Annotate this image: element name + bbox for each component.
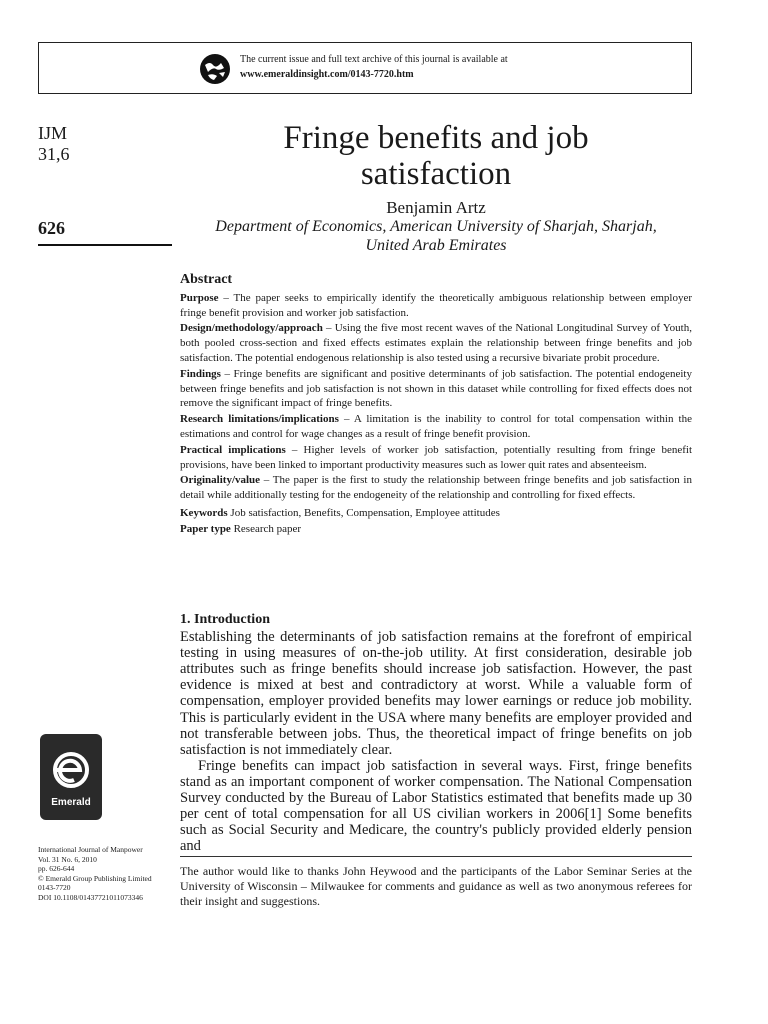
journal-volume-label bbox=[38, 123, 70, 165]
page-number-rule bbox=[38, 244, 172, 246]
keywords-text: Job satisfaction, Benefits, Compensation, Employee attitudes bbox=[227, 506, 500, 519]
abstract-label: Originality/value bbox=[180, 474, 261, 487]
abstract-label: Practical implications bbox=[180, 443, 286, 456]
citation-pages: pp. 626-644 bbox=[38, 864, 75, 874]
abstract-text: – The paper seeks to empirically identify the theoretically ambiguous relationship between employer fringe benefit provision and worker job satisfaction. bbox=[180, 291, 692, 319]
keywords-label: Keywords bbox=[180, 506, 228, 519]
citation-volume: Vol. 31 No. 6, 2010 bbox=[38, 854, 97, 864]
section-heading: 1. Introduction bbox=[180, 612, 270, 627]
citation-issn: 0143-7720 bbox=[38, 883, 71, 893]
journal-code: IJM bbox=[38, 123, 68, 143]
abstract-label: Purpose bbox=[180, 291, 219, 304]
abstract-text: – Fringe benefits are significant and positive determinants of job satisfaction. The potential endogeneity between fringe benefits and job satisfaction is not shown in this dataset while controlling for fixed effects does not remove the significant impact of fringe benefits. bbox=[180, 367, 692, 410]
abstract-design bbox=[180, 321, 692, 365]
citation-doi: DOI 10.1108/01437721011073346 bbox=[38, 892, 143, 902]
abstract-findings bbox=[180, 367, 692, 411]
logo-wordmark: Emerald bbox=[51, 797, 91, 808]
paper-type-label: Paper type bbox=[180, 522, 231, 535]
volume-issue: 31,6 bbox=[38, 144, 70, 164]
title-line: Fringe benefits and job bbox=[283, 120, 589, 156]
footnote-rule bbox=[180, 856, 692, 857]
title-line: satisfaction bbox=[360, 156, 512, 192]
paper-type bbox=[180, 522, 692, 537]
abstract-text: – The paper is the first to study the relationship between fringe benefits and job satisfaction in detail while additionally testing for the endogeneity of the relationship and controlling for fixed effects. bbox=[180, 474, 692, 502]
affiliation-line: Department of Economics, American University of Sharjah, Sharjah, bbox=[215, 218, 657, 235]
page-number: 626 bbox=[38, 218, 65, 238]
abstract-text: – Using the five most recent waves of the National Longitudinal Survey of Youth, both pooled cross-section and fixed effects estimates explain the relationship between fringe benefits and job satisfaction. The potential endogenous relationship is also tested using a recursive bivariate probit procedure. bbox=[180, 322, 692, 364]
article-title bbox=[180, 120, 692, 192]
abstract-label: Findings bbox=[180, 367, 221, 380]
abstract-limitations bbox=[180, 412, 692, 442]
abstract-purpose bbox=[180, 291, 692, 321]
citation-block bbox=[38, 845, 152, 903]
abstract-label: Design/methodology/approach bbox=[180, 322, 323, 335]
body-paragraph: Fringe benefits can impact job satisfaction in several ways. First, fringe benefits stand as an important component of worker compensation. The National Compensation Survey conducted by the Bureau of Labor Statistics estimated that benefits made up 30 per cent of total compensation for all US civilian workers in 2006[1] Some benefits such as Social Security and Medicare, the country's publicly provided elderly pension and bbox=[180, 757, 692, 855]
abstract-originality bbox=[180, 473, 692, 503]
affiliation-line: United Arab Emirates bbox=[365, 237, 507, 254]
introduction-section bbox=[180, 612, 692, 854]
keywords bbox=[180, 506, 692, 521]
abstract-section bbox=[180, 273, 692, 538]
citation-journal: International Journal of Manpower bbox=[38, 845, 143, 854]
abstract-label: Research limitations/implications bbox=[180, 413, 339, 426]
abstract-text: – Higher levels of worker job satisfaction, potentially resulting from fringe benefit provisions, have been linked to important productivity measures such as lower quit rates and absenteeism. bbox=[180, 443, 692, 471]
abstract-heading: Abstract bbox=[180, 272, 233, 287]
body-paragraph: Establishing the determinants of job satisfaction remains at the forefront of empirical testing in using measures of on-the-job utility. At first consideration, desirable job attributes such as fringe benefits should increase job satisfaction. However, the past evidence is mixed at best and contradictory at worst. While a valuable form of compensation, employer provided benefits may lower earnings or reduce job mobility. This is particularly evident in the USA where many benefits are employer provided and not transferable between jobs. Thus, the theoretical impact of fringe benefits on job satisfaction is not immediately clear. bbox=[180, 629, 692, 758]
paper-type-text: Research paper bbox=[230, 522, 302, 535]
abstract-practical bbox=[180, 443, 692, 473]
citation-copyright: © Emerald Group Publishing Limited bbox=[38, 873, 152, 883]
archive-url-link[interactable]: www.emeraldinsight.com/0143-7720.htm bbox=[240, 69, 414, 80]
journal-archive-banner bbox=[38, 42, 692, 94]
author-name: Benjamin Artz bbox=[386, 198, 486, 217]
abstract-text: – A limitation is the inability to control for total compensation within the estimations and control for wage changes as a result of fringe benefit provision. bbox=[180, 413, 692, 440]
acknowledgement-footnote: The author would like to thanks John Heywood and the participants of the Labor Seminar Series at the University of Wisconsin – Milwaukee for comments and guidance as well as two anonymous referees for their insight and suggestions. bbox=[180, 864, 692, 908]
globe-icon bbox=[199, 53, 231, 85]
banner-text: The current issue and full text archive of this journal is available at bbox=[240, 54, 508, 65]
author-affiliation bbox=[180, 217, 692, 255]
